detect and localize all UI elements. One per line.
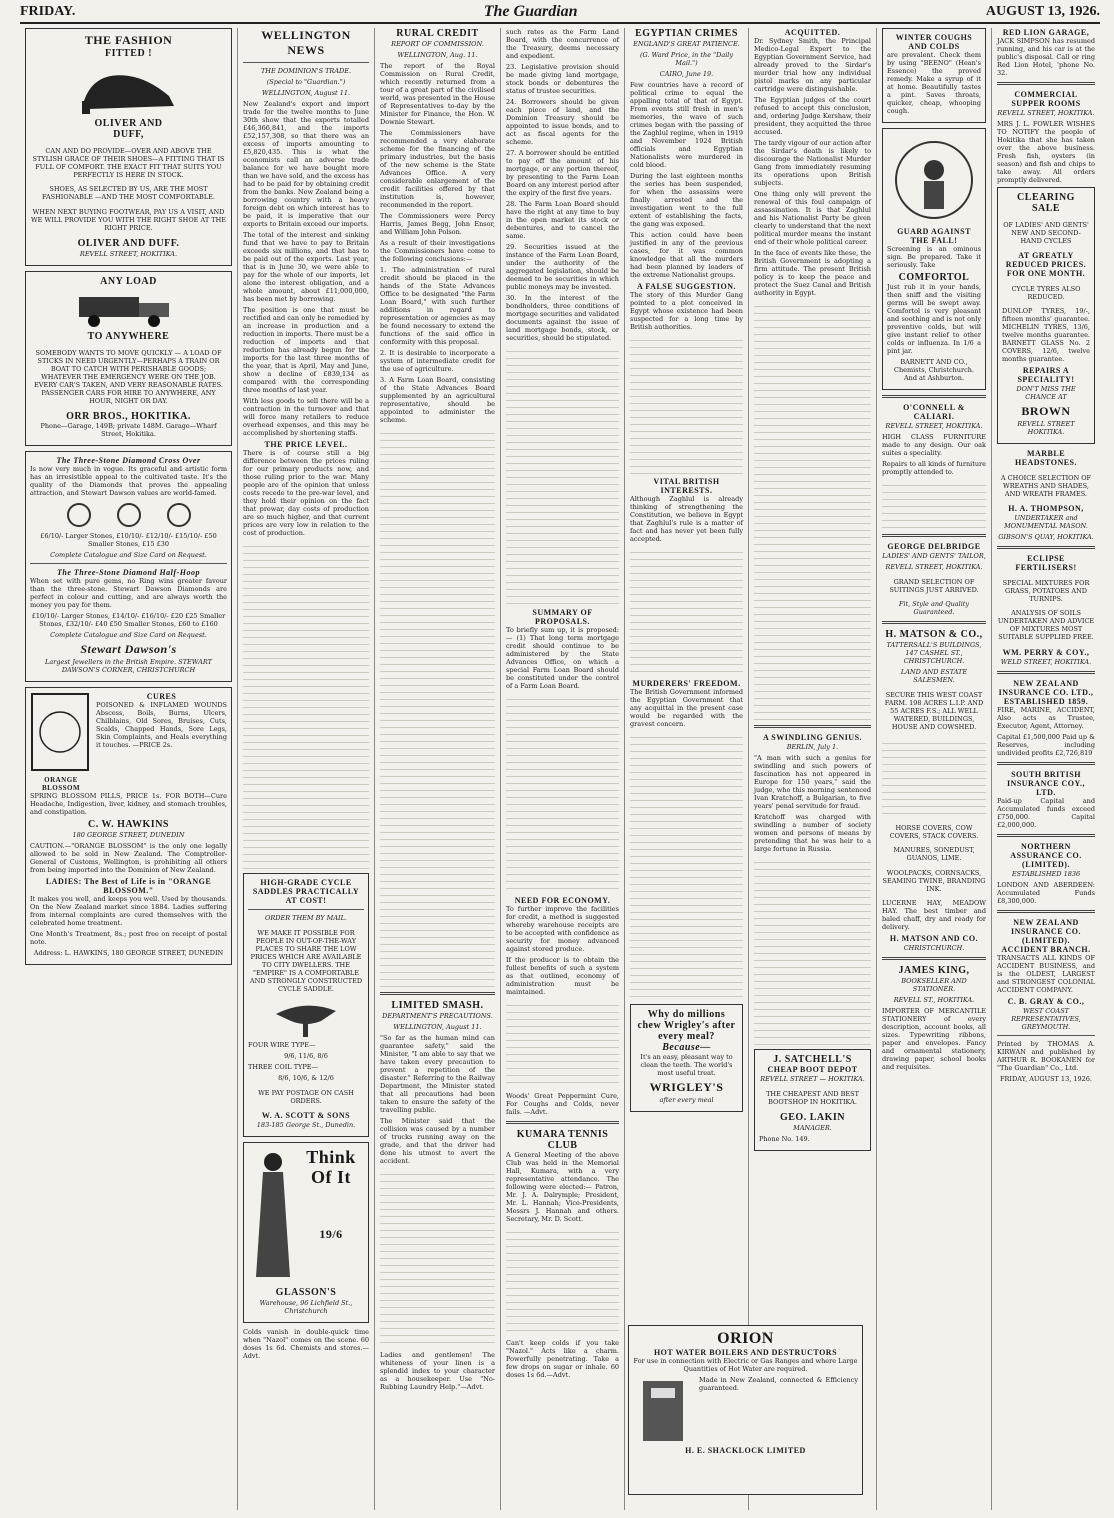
oliver-duff-signature: OLIVER AND DUFF. [77, 238, 180, 249]
orion-ad [628, 1325, 863, 1495]
catalogue-1: Complete Catalogue and Size Card on Request. [50, 551, 207, 559]
blossom-badge-icon [30, 692, 90, 772]
vital-interests-heading: VITAL BRITISH INTERESTS. [653, 477, 720, 495]
supper-rooms-text: MRS J. L. FOWLER WISHES TO NOTIFY the people of Hokitika that she has taken over the above business. Fresh fish, oysters (in season) and fish and chips to take away. All orders promptly delivered. [997, 120, 1095, 184]
to-anywhere-heading: TO ANYWHERE [87, 331, 170, 342]
special-byline: (Special to "Guardian.") [266, 78, 346, 86]
stewart-dawson-name: Stewart Dawson's [80, 642, 177, 656]
smash-body-1: "So far as the human mind can guarantee safety," said the Minister, "I am able to say that we have taken every precaution to prevent a repetition of the disaster." Referring to the Railway Department, the Minister stated that all precautions had been taken to ensure the safety of the travelling public. [380, 1034, 495, 1114]
column-5 [625, 28, 749, 1510]
masthead-title: The Guardian [483, 3, 578, 20]
matson-text-2: HORSE COVERS, COW COVERS, STACK COVERS. [889, 823, 979, 840]
fitted-heading: FITTED ! [104, 48, 153, 59]
winter-coughs-ad [882, 28, 986, 123]
woods-note: Woods' Great Peppermint Cure, For Coughs and Colds, never fails. —Advt. [506, 1092, 619, 1116]
thompson-address: GIBSON'S QUAY, HOKITIKA. [998, 533, 1094, 541]
credit-body-9: To further improve the facilities for credit, a method is suggested whereby warehouse receipts are to be accepted with confidence as security for money advanced against stored produce. [506, 905, 619, 953]
james-king-text: IMPORTER OF MERCANTILE STATIONERY of every description, account books, all sizes. Typewriting ribbons, paper and envelopes. Fancy and ornamental stationery, drawing paper, school books and requisites. [882, 1007, 986, 1071]
column-1 [20, 28, 238, 1510]
scott-sons-name: W. A. SCOTT & SONS [261, 1111, 351, 1120]
credit-body-2: 23. Legislative provision should be made giving land mortgage, stock bonds or debentures the status of trustee securities. [506, 63, 619, 95]
printed-by: Printed by THOMAS A. KIRWAN and published by ARTHUR R. BOOKANEN for "The Guardian" Co., Ltd. [997, 1039, 1095, 1072]
stewart-dawson-sub: Largest Jewellers in the British Empire. STEWART DAWSON'S CORNER, CHRISTCHURCH [45, 658, 212, 674]
column-6 [749, 28, 877, 1510]
spring-text: SPRING BLOSSOM PILLS, PRICE 1s. FOR BOTH—Cure Headache, Indigestion, liver, kidney, and stomach troubles, and constipation. [30, 792, 227, 816]
supper-rooms-name: COMMERCIAL SUPPER ROOMS [1011, 90, 1081, 108]
eclipse-text-2: ANALYSIS OF SOILS UNDERTAKEN AND ADVICE OF MIXTURES MOST SUITABLE SUPPLIED FREE. [997, 609, 1095, 641]
limited-smash-sub: DEPARTMENT'S PRECAUTIONS. [382, 1012, 493, 1020]
smash-continuation [380, 1168, 495, 1348]
matson-ch-name: H. MATSON AND CO. [889, 934, 979, 943]
thompson-role: UNDERTAKER and MONUMENTAL MASON. [1004, 514, 1088, 530]
orr-bros-name: ORR BROS., HOKITIKA. [66, 411, 191, 422]
rural-body-5: 1. The administration of rural credit should be placed in the hands of the State Advances Office to be designated "the Farm Loan Board," with such further additions in regard to representation or agencies as may be found necessary to extend the functions of the said office in conformity with this proposal. [380, 266, 495, 346]
wellington-body-4: With less goods to sell there will be a contraction in the turnover and that will force many retailers to reduce overhead expenses, and this may be accomplished by shortening staffs. [243, 397, 369, 437]
repairs-speciality: REPAIRS A SPECIALITY! [1017, 366, 1075, 384]
delbridge-fit: Fit, Style and Quality Guaranteed. [898, 600, 970, 616]
brown-name: BROWN [1021, 404, 1071, 418]
glasson-ad [243, 1142, 369, 1323]
brand-line-1: OLIVER AND [94, 118, 163, 129]
blossom-label: ORANGE BLOSSOM [41, 776, 81, 792]
cycle-saddle-ad [243, 873, 369, 1137]
accident-text: TRANSACTS ALL KINDS OF ACCIDENT BUSINESS, and is the OLDEST, LARGEST and STRONGEST COLONIAL ACCIDENT COMPANY. [997, 953, 1095, 994]
column-7 [877, 28, 992, 1510]
nz-insurance-heading: NEW ZEALAND INSURANCE CO. LTD., ESTABLISHED 1859. [998, 678, 1094, 706]
oliver-duff-address: REVELL STREET, HOKITIKA. [79, 250, 178, 258]
masthead [20, 2, 1100, 24]
delbridge-name: GEORGE DELBRIDGE [887, 542, 981, 551]
stewart-dawson-ad [25, 451, 232, 682]
caution-text: CAUTION.—"ORANGE BLOSSOM" is the only one legally allowed to be sold in New Zealand. The Comptroller-General of Customs, Wellington, is prohibiting all others from being imported into the Dominion of New Zealand. [30, 842, 227, 874]
satchell-ad [754, 1049, 871, 1151]
credit-body-3: 24. Borrowers should be given each piece of land, and the Dominion Treasury should be appointed to issue bonds, and to act as fiscal agents for the scheme. [506, 98, 619, 146]
kumara-text: A General Meeting of the above Club was held in the Memorial Hall, Kumara, with a very representative attendance. The following were elected:— Patron, Mr. J. A. Dalrymple; President, Mr. L. Hannah; Vice-Presidents, Messrs J. Hannah and others. Secretary, Mr. D. Scott. [506, 1151, 619, 1223]
barnett-name: BARNETT AND CO., Chemists, Christchurch. And at Ashburton. [894, 358, 974, 382]
credit-body-7: 30. In the interest of the bondholders, three conditions of mortgage securities and validated documents against the issue of land mortgage bonds, stock, or securities, should be stipulated. [506, 294, 619, 342]
orion-made: Made in New Zealand, connected & Efficiency guaranteed. [699, 1376, 858, 1392]
wellington-body-3: The position is one that must be rectified and can only be remedied by an increase in production and a reduction in imports. There must be a reduction of imports and that reduction has already begun for the imports for the last three months of the year, that is April, May and June, show a decline of £839,134 as compared with the corresponding three months of last year. [243, 306, 369, 394]
acquitted-body-2: The Egyptian judges of the court refused to accept this conclusion, and, ordering Judge Kershaw, their president, they acquitted the three accused. [754, 96, 871, 136]
red-lion-name: RED LION GARAGE, [1002, 28, 1090, 37]
economy-heading: NEED FOR ECONOMY. [514, 896, 611, 905]
clearing-sale-prices: AT GREATLY REDUCED PRICES. [1005, 251, 1087, 269]
winter-coughs-text: are prevalent. Check them by using "BEENO" (Hean's Essence) the proved remedy. Make a syrup of it at home. Beautifully tastes a pint. Saves throats, quicker, cheap, whooping cough. [887, 51, 981, 115]
credit-body-1: such rates as the Farm Land Board, with the concurrence of the Treasury, deems necessary and expedient. [506, 28, 619, 60]
satchell-sub: CHEAP BOOT DEPOT [767, 1065, 858, 1074]
egyptian-crimes-byline: (G. Ward Price, in the "Daily Mail.") [639, 51, 734, 67]
egyptian-crimes-sub: ENGLAND'S GREAT PATIENCE. [633, 40, 740, 48]
rural-body-7: 3. A Farm Loan Board, consisting of the State Advances Board supplemented by an agricultural representative, should be appointed to administer the scheme. [380, 376, 495, 424]
ring-illustration [49, 500, 209, 530]
lakin-role: MANAGER. [793, 1124, 832, 1132]
matson-title: H. MATSON & CO., [885, 629, 983, 640]
credit-body-4: 27. A borrower should be entitled to pay off the amount of his mortgage, or any portion thereof, by presenting to the Farm Loan Board on any interest period after the expiry of the first five years. [506, 149, 619, 197]
accident-branch-heading: ACCIDENT BRANCH. [1001, 944, 1091, 954]
egypt-body-1: Few countries have a record of political crime to equal the appalling total of that of Egypt. From events still fresh in men's memories, the wave of such crimes began with the passing of the Zaghlul regime, when in 1919 and November 1924 British officials and Egyptian Nationalists were murdered in cold blood. [630, 81, 743, 169]
brand-line-2: DUFF, [113, 129, 144, 140]
ladies-heading: LADIES: The Best of Life is in "ORANGE BLOSSOM." [45, 877, 212, 895]
comfortol-text: Just rub it in your hands, then sniff and the visiting germs will be swept away. Comfortol is very pleasant and soothing and is not only preventive colds, but will give instant relief to other colds or influenza. In 1/6 a pint jar. [887, 283, 981, 355]
matson-continuation [882, 737, 986, 817]
three-coil-type: THREE COIL TYPE— [248, 1063, 318, 1071]
credit-body-10: If the producer is to obtain the fullest benefits of such a system as that outlined, economy of administration must be maintained. [506, 956, 619, 996]
diamond-cross-prices: £6/10/- Larger Stones, £10/10/- £12/10/- £15/10/- £50 Smaller Stones, £15 £30 [40, 532, 217, 548]
marble-text: A CHOICE SELECTION OF WREATHS AND SHADES, AND WREATH FRAMES. [1000, 473, 1092, 498]
credit-body-6: 29. Securities issued at the instance of the Farm Loan Board, under the authority of the aggregated legislation, should be deemed to be securities in which public moneys may be invested. [506, 243, 619, 291]
oconnell-continuation [882, 479, 986, 529]
treatment-text: One Month's Treatment, 8s.; post free on receipt of postal note. [30, 930, 227, 946]
rural-body-3: The Commissioners were Percy Harris, James Begg, John Ensor, and William John Polson. [380, 212, 495, 236]
furniture-text-2: Repairs to all kinds of furniture promptly attended to. [882, 460, 986, 476]
smash-body-2: The Minister said that the collision was caused by a number of trucks running away on the grade, and that the driver had done his utmost to avert the accident. [380, 1117, 495, 1165]
rural-credit-sub: REPORT OF COMMISSION. [391, 40, 484, 48]
delbridge-text: GRAND SELECTION OF SUITINGS JUST ARRIVED. [889, 577, 979, 594]
lakin-phone: Phone No. 149. [759, 1135, 810, 1143]
wrigley-question: Why do millions chew Wrigley's after every meal? [637, 1009, 736, 1042]
any-load-heading: ANY LOAD [100, 276, 157, 287]
rural-body-6: 2. It is desirable to incorporate a system of intermediate credit for the use of agriculture. [380, 349, 495, 373]
cycle-tyres-reduced: CYCLE TYRES ALSO REDUCED. [1011, 284, 1081, 301]
thompson-name: H. A. THOMPSON, [1008, 504, 1084, 513]
column-2 [238, 28, 375, 1510]
ad-text-2: SHOES, AS SELECTED BY US, ARE THE MOST FASHIONABLE —AND THE MOST COMFORTABLE. [42, 185, 215, 201]
james-king-address: REVELL ST., HOKITIKA. [893, 996, 975, 1004]
matson-ch-sub: CHRISTCHURCH. [903, 944, 965, 952]
ad-text-3: WHEN NEXT BUYING FOOTWEAR, PAY US A VISIT, AND WE WILL PROVIDE YOU WITH THE RIGHT SHOE AT THE RIGHT PRICE. [31, 207, 226, 232]
wellington-body-1: New Zealand's export and import trade for the twelve months to June 30th show that the exports totalled £46,366,841, and the imports £52,157,308, so that there was an excess of imports amounting to £5,820,435. This is what the economists call an adverse trade balance for we have bought more than we have sold, and the excess has had to be paid for by obtaining credit from the banks. New Zealand being a borrowing country with a heavy foreign debt on which interest has to be paid, it is imperative that our exports to Britain exceed our imports. [243, 100, 369, 228]
matson-text: SECURE THIS WEST COAST FARM. 198 ACRES L.I.P. AND 55 ACRES F.S.; ALL WELL WATERED, BUILDINGS, HOUSE AND COWSHED. [884, 690, 984, 731]
comfortol-name: COMFORTOL [898, 272, 970, 283]
column-3 [375, 28, 501, 1510]
guard-illustration [889, 135, 979, 225]
credit-body-8: To briefly sum up, it is proposed:— (1) That long term mortgage credit should continue to be administered by the State Advances Office, on which a special Farm Loan Board should be constituted under the control of a Farm Loan Board. [506, 626, 619, 690]
egypt-body-3: This action could have been justified in any of the previous cases, for it was common knowledge that all the murders had been planned by leaders of the extreme Nationalist groups. [630, 231, 743, 279]
printed-date: FRIDAY, AUGUST 13, 1926. [1000, 1074, 1092, 1083]
swindling-dateline: BERLIN, July 1. [786, 743, 839, 751]
satchell-address: REVELL STREET — HOKITIKA. [760, 1075, 865, 1083]
acquitted-body-4: One thing only will prevent the renewal of this foul campaign of assassination. It is that Zaghlul and his Nationalist Party be given clearly to understand that the next political murder means the instant end of their whole political career. [754, 190, 871, 246]
perry-address: WELD STREET, HOKITIKA. [1000, 657, 1092, 666]
matson-text-3: MANURES, SONEDUST, GUANOS, LIME. [893, 846, 975, 862]
kumara-title: KUMARA TENNIS CLUB [516, 1129, 609, 1151]
credit-body-5: 28. The Farm Loan Board should have the right at any time to buy in the open market its stock or debentures, and to cancel the same. [506, 200, 619, 240]
winter-coughs-title: WINTER COUGHS AND COLDS [895, 33, 973, 51]
load-text: SOMEBODY WANTS TO MOVE QUICKLY — A LOAD OF STICKS IN NEED URGENTLY—PERHAPS A TRAIN OR BOAT TO CATCH WITH PERISHABLE GOODS; WHATEVER THE EMERGENCY WERE ON THE JOB. EVERY CAR'S TAKEN, AND VERY REASONABLE RATES. PASSENGER CARS FOR HIRE TO ANYWHERE, ANY HOUR, NIGHT OR DAY. [34, 348, 223, 405]
column-8 [992, 28, 1100, 1510]
masthead-day: FRIDAY. [20, 4, 76, 19]
orr-bros-phone: Phone—Garage, 149B; private 148M. Garage—Wharf Street, Hokitika. [40, 422, 217, 438]
dominion-trade-sub: THE DOMINION'S TRADE. [260, 67, 352, 75]
saddle-illustration [271, 999, 341, 1039]
wrigley-after: after every meal [659, 1096, 714, 1104]
glasson-price: 19/6 [319, 1227, 343, 1241]
cures-text: POISONED & INFLAMED WOUNDS Abscess, Boils, Burns, Ulcers, Chilblains, Old Sores, Bruises, Cuts, Scalds, Chapped Hands, Sore Legs, Skin Complaints, and Heals everything it touches. —PRICE 2s. [96, 701, 227, 749]
south-british-heading: SOUTH BRITISH INSURANCE COY., LTD. [1006, 769, 1086, 797]
summary-continuation [506, 693, 619, 893]
rural-credit-title: RURAL CREDIT [396, 28, 479, 39]
ladies-laundry-note: Ladies and gentlemen! The whiteness of your linen is a splendid index to your character as a housekeeper. Use "No-Rubbing Laundry Help."—Advt. [380, 1351, 495, 1391]
satchell-text: THE CHEAPEST AND BEST BOOTSHOP IN HOKITIKA. [766, 1089, 859, 1106]
hawkins-address: 180 GEORGE STREET, DUNEDIN [72, 831, 185, 839]
economy-continuation [506, 999, 619, 1089]
wrigleys-ad [630, 1004, 743, 1112]
cures-title: CURES [146, 692, 177, 701]
wrigley-text: It's an easy, pleasant way to clean the teeth. The world's most useful treat. [640, 1053, 733, 1077]
diamond-hoop-heading: The Three-Stone Diamond Half-Hoop [57, 568, 200, 577]
orange-blossom-ad [25, 687, 232, 965]
lucerne-text: LUCERNE HAY, MEADOW HAY. The best timber and baled chaff, dry and ready for delivery. [882, 899, 986, 931]
credit-continuation [506, 345, 619, 605]
matson-role: LAND AND ESTATE SALESMEN. [900, 668, 968, 684]
orion-sub: HOT WATER BOILERS AND DESTRUCTORS [653, 1348, 838, 1357]
south-british-text: Paid-up Capital and Accumulated funds exceed £750,000. Capital £2,000,000. [997, 796, 1095, 829]
orion-title: ORION [717, 1330, 774, 1347]
price-level-heading: THE PRICE LEVEL. [264, 440, 348, 449]
boiler-illustration [633, 1376, 693, 1446]
egypt-body-2: During the last eighteen months the series has been suspended, for when the assassins were finally arrested and the investigation went to the full extent of establishing the facts, the gang was exposed. [630, 172, 743, 228]
egypt-body-4: The story of this Murder Gang pointed to a plot conceived in Egypt whose existence had been suspected for a long time by British authorities. [630, 291, 743, 331]
perry-name: WM. PERRY & COY., [1002, 647, 1090, 657]
rural-credit-dateline: WELLINGTON, Aug. 11. [397, 51, 478, 59]
clearing-sale-title: CLEARING SALE [1017, 192, 1075, 214]
james-king-name: JAMES KING, [898, 965, 970, 976]
summary-heading: SUMMARY OF PROPOSALS. [532, 608, 593, 626]
egypt-continuation-2 [630, 546, 743, 676]
oliver-duff-ad [25, 28, 232, 266]
orion-text: For use in connection with Electric or Gas Ranges and where Large Quantities of Hot Water are required. [633, 1357, 858, 1373]
egypt-body-5: Although Zaghlul is already thinking of strengthening the Constitution, we believe in Egypt that Zaghlul's rule is a matter of fact and has never yet been fully accepted. [630, 495, 743, 543]
wrigley-because: Because— [662, 1042, 711, 1053]
diamond-hoop-text: When set with pure gems, no Ring wins greater favour than the three-stone. Stewart Dawson Diamonds are perfect in colour and cutting, and are always worth the money you pay for them. [30, 577, 227, 609]
catalogue-2: Complete Catalogue and Size Card on Request. [50, 631, 207, 639]
shoe-illustration [74, 61, 184, 116]
ladies-text: It makes you well, and keeps you well. Used by thousands. On the New Zealand market since 1884. Ladies suffering from internal complaints are cured themselves with the celebrated home treatment. [30, 895, 227, 927]
red-lion-text: JACK SIMPSON has resumed running, and his car is at the public's disposal. Call or ring Red Lion Hotel, 'phone No. 32. [997, 37, 1095, 77]
james-king-role: BOOKSELLER AND STATIONER. [901, 977, 967, 993]
rural-body-4: As a result of their investigations the Commissioners have come to the following conclusions:— [380, 239, 495, 263]
diamond-hoop-prices: £10/10/- Larger Stones, £14/10/- £16/10/- £20 £25 Smaller Stones, £32/10/- £40 £50 Smaller Stones, £60 to £160 [31, 612, 226, 628]
three-coil-price: 8/6, 10/6, & 12/6 [278, 1074, 334, 1082]
shacklock-name: H. E. SHACKLOCK LIMITED [685, 1446, 806, 1455]
orr-bros-ad [25, 271, 232, 446]
acquitted-body-5: In the face of events like these, the British Government is adopting a firm attitude. The present British policy is to keep the peace and protect the Suez Canal and British authority in Egypt. [754, 249, 871, 297]
diamond-cross-text: Is now very much in vogue. Its graceful and artistic form has an irresistible appeal to the cultivated taste. It's the quality of the Diamonds that proves the appealing attraction, and Stewart Dawson values are world-famed. [30, 465, 227, 497]
acquitted-body-1: Dr. Sydney Smith, the Principal Medico-Legal Expert to the Egyptian Government Service, had already proved to the Sirdar's murder trial how any individual pistol marks on any particular cartridge were distinguishable. [754, 37, 871, 93]
rural-body-1: The report of the Royal Commission on Rural Credit, which recently returned from a tour of a great part of the civilised world, was presented in the House of Representatives to-day by the Minister for Finance, the Hon. W. Downie Stewart. [380, 62, 495, 126]
wellington-news-title: WELLINGTON NEWS [261, 28, 351, 57]
think-heading: Think Of It [306, 1147, 356, 1187]
fashion-title: THE FASHION [84, 33, 173, 47]
marble-headstones-heading: MARBLE HEADSTONES. [1014, 449, 1078, 467]
column-4 [501, 28, 625, 1510]
comfortol-ad [882, 128, 986, 390]
truck-illustration [69, 289, 189, 329]
eclipse-heading: ECLIPSE FERTILISERS! [1015, 554, 1077, 572]
tyres-list: DUNLOP TYRES, 19/-, fifteen months' guarantee. MICHELIN TYRES, 13/6, twelve months guarantee. BARNETT GLASS No. 2 COVERS, 12/6, twelve months guarantee. [1002, 307, 1090, 363]
hawkins-name: C. W. HAWKINS [88, 819, 169, 830]
ad-text-1: CAN AND DO PROVIDE—OVER AND ABOVE THE STYLISH GRACE OF THEIR SHOES—A FITTING THAT IS FULL OF COMFORT. THE EXACT FIT THAT SUITS YOU PERFECTLY IS HERE IN STOCK. [32, 146, 225, 179]
cycle-saddle-text: WE MAKE IT POSSIBLE FOR PEOPLE IN OUT-OF-THE-WAY PLACES TO SHARE THE LOW PRICES WHICH ARE AVAILABLE TO CITY DWELLERS. THE "EMPIRE" IS A COMFORTABLE AND STRONGLY CONSTRUCTED CYCLE SADDLE. [249, 928, 363, 993]
nz-insurance-2-heading: NEW ZEALAND INSURANCE CO. (LIMITED). [1010, 917, 1082, 945]
masthead-date: AUGUST 13, 1926. [985, 4, 1100, 19]
rural-body-2: The Commissioners have recommended a very elaborate scheme for the financing of the primary industries, but the basis of the new scheme is the State Advances Office. A very considerable enlargement of the credit facilities offered by that institution is, however, recommended in the report. [380, 129, 495, 209]
lakin-name: GEO. LAKIN [779, 1112, 845, 1123]
northern-text: LONDON AND ABERDEEN: Accumulated Funds £8,300,000. [997, 880, 1095, 905]
gray-role: WEST COAST REPRESENTATIVES, GREYMOUTH. [1011, 1006, 1081, 1031]
one-month: FOR ONE MONTH. [1006, 269, 1086, 278]
satchell-name: J. SATCHELL'S [773, 1054, 852, 1065]
matson-text-4: WOOLPACKS, CORNSACKS, SEAMING TWINE, BRANDING INK. [882, 868, 986, 893]
wrigley-brand: WRIGLEY'S [649, 1080, 724, 1094]
wellington-body-5: There is of course still a big difference between the prices ruling for our primary products now, and those ruling prior to the war. Many people are of the opinion that unless costs recede to the pre-war level, and they hold their opinion on the fact that prewar, day costs of production are so much higher, and that current prices are very low in relation to the cost of production. [243, 449, 369, 537]
swindling-body-1: "A man with such a genius for swindling and such powers of fascination has not appeared in Europe for 150 years," said the judge, who this morning sentenced Ivan Kratchoff, a Bulgarian, to five years' penal servitude for fraud. [754, 754, 871, 810]
scott-sons-address: 183-185 George St., Dunedin. [256, 1121, 356, 1129]
delbridge-role: LADIES' AND GENTS' TAILOR, [882, 552, 986, 560]
glasson-address: Warehouse, 96 Lichfield St., Christchurch [259, 1299, 353, 1315]
lady-figure-illustration [248, 1147, 298, 1287]
northern-heading: NORTHERN ASSURANCE CO. (LIMITED). [1010, 841, 1082, 869]
acquitted-heading: ACQUITTED. [784, 28, 841, 37]
final-address: Address: L. HAWKINS, 180 GEORGE STREET, DUNEDIN [33, 949, 224, 957]
gray-name: C. B. GRAY & CO., [1007, 996, 1085, 1006]
column-text-continuation [243, 540, 369, 870]
delbridge-address: REVELL STREET, HOKITIKA. [885, 563, 983, 571]
wellington-dateline: WELLINGTON, August 11. [261, 89, 351, 97]
nazol-note: Can't keep colds if you take "Nazol." Acts like a charm. Powerfully penetrating. Take a few drops on sugar or inhale. 60 doses 1s 6d.—Advt. [506, 1339, 619, 1379]
eclipse-text: SPECIAL MIXTURES FOR GRASS, POTATOES AND TURNIPS. [1002, 578, 1090, 603]
swindling-continuation [754, 856, 871, 1046]
swindling-heading: A SWINDLING GENIUS. [762, 733, 863, 742]
false-suggestion-heading: A FALSE SUGGESTION. [637, 282, 736, 291]
egypt-continuation-1 [630, 334, 743, 474]
acquitted-body-3: The tardy vigour of our action after the Sirdar's death is likely to discourage the Nationalist Murder Gang from immediately resuming its operations upon British subjects. [754, 139, 871, 187]
four-wire-type: FOUR WIRE TYPE— [248, 1041, 316, 1049]
egypt-body-6: The British Government informed the Egyptian Government that any acquittal in the present case would be regarded with the gravest concern. [630, 688, 743, 728]
nz-insurance-text: FIRE, MARINE, ACCIDENT, Also acts as Trustee, Executor, Agent, Attorney. [997, 705, 1095, 730]
supper-rooms-address: REVELL STREET, HOKITIKA. [997, 109, 1095, 117]
cycle-saddle-title: HIGH-GRADE CYCLE SADDLES PRACTICALLY AT COST! [252, 878, 360, 905]
glasson-name: GLASSON'S [275, 1287, 337, 1298]
brown-address: REVELL STREET HOKITIKA. [1017, 420, 1075, 436]
egypt-continuation-3 [630, 731, 743, 1001]
clearing-sale-sub: OF LADIES' AND GENTS' NEW AND SECOND-HAND CYCLES [1003, 220, 1089, 245]
diamond-cross-heading: The Three-Stone Diamond Cross Over [56, 456, 201, 465]
rural-credit-continuation [380, 427, 495, 987]
acquitted-continuation [754, 300, 871, 720]
clearing-sale-ad [997, 187, 1095, 444]
guard-heading: GUARD AGAINST THE FALL! [897, 227, 971, 245]
limited-smash-title: LIMITED SMASH. [391, 1000, 484, 1011]
oconnell-name: O'CONNELL & CALIARI. [903, 403, 965, 421]
wellington-body-2: The total of the interest and sinking fund that we have to pay to Britain exceeds six millions, and that has to be paid out of the exports. Last year, that is in June 30, we were able to pay for the whole of our imports, let alone the interest obligation, and a whole amount, about £11,000,000, has been met by borrowing. [243, 231, 369, 303]
order-by-mail: ORDER THEM BY MAIL. [265, 914, 347, 922]
colds-note: Colds vanish in double-quick time when "Nazol" comes on the scene. 60 doses 1s 6d. Chemists and stores.—Advt. [243, 1328, 369, 1360]
swindling-body-2: Kratchoff was charged with swindling a number of society women and persons of means by pretending that he was heir to a large fortune in Russia. [754, 813, 871, 853]
matson-sub: TATTERSALL'S BUILDINGS, 147 CASHEL ST., CHRISTCHURCH. [886, 641, 982, 665]
limited-smash-dateline: WELLINGTON, August 11. [393, 1023, 482, 1031]
northern-established: ESTABLISHED 1836 [1011, 869, 1081, 878]
guard-text: Screening is an ominous sign. Be prepared. Take it seriously. Take [887, 245, 981, 269]
nz-insurance-capital: Capital £1,500,000 Paid up & Reserves, including undivided profits £2,726,819 [997, 732, 1095, 757]
egyptian-crimes-dateline: CAIRO, June 19. [659, 70, 714, 78]
dont-miss: DON'T MISS THE CHANCE AT [1016, 385, 1076, 401]
four-wire-price: 9/6, 11/6, 8/6 [284, 1052, 328, 1060]
murderers-freedom-heading: MURDERERS' FREEDOM. [632, 679, 741, 688]
furniture-text: HIGH CLASS FURNITURE made to any design. Our oak suites a speciality. [882, 433, 986, 457]
egyptian-crimes-title: EGYPTIAN CRIMES [635, 28, 738, 39]
postage-note: WE PAY POSTAGE ON CASH ORDERS. [258, 1088, 354, 1105]
kumara-continuation [506, 1226, 619, 1336]
oconnell-address: REVELL STREET, HOKITIKA. [885, 422, 983, 430]
